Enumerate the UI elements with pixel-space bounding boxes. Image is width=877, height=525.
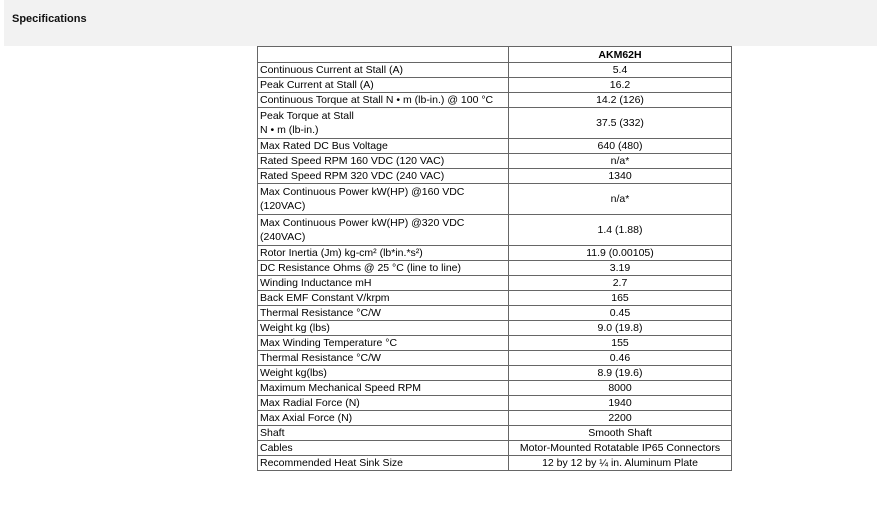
spec-value: 0.46	[509, 351, 732, 366]
table-row	[258, 261, 732, 276]
spec-label: Rated Speed RPM 160 VDC (120 VAC)	[258, 154, 509, 169]
spec-value: 0.45	[509, 306, 732, 321]
table-row	[258, 396, 732, 411]
spec-value: 1340	[509, 169, 732, 184]
table-row	[258, 411, 732, 426]
spec-value: 9.0 (19.8)	[509, 321, 732, 336]
table-row	[258, 78, 732, 93]
table-row	[258, 351, 732, 366]
table-row	[258, 336, 732, 351]
spec-label: Max Axial Force (N)	[258, 411, 509, 426]
spec-value: Smooth Shaft	[509, 426, 732, 441]
table-row	[258, 366, 732, 381]
spec-label: Weight kg(lbs)	[258, 366, 509, 381]
table-row	[258, 291, 732, 306]
spec-value: 3.19	[509, 261, 732, 276]
spec-label: Cables	[258, 441, 509, 456]
table-row	[258, 108, 732, 139]
specifications-table	[257, 46, 732, 471]
model-header: AKM62H	[509, 47, 732, 63]
section-header	[4, 0, 877, 46]
spec-label: Peak Current at Stall (A)	[258, 78, 509, 93]
spec-value: 2.7	[509, 276, 732, 291]
table-row	[258, 63, 732, 78]
table-row	[258, 139, 732, 154]
table-row	[258, 456, 732, 471]
table-row	[258, 93, 732, 108]
spec-label: Continuous Torque at Stall N • m (lb-in.) @ 100 °C	[258, 93, 509, 108]
spec-value: 155	[509, 336, 732, 351]
spec-label: Winding Inductance mH	[258, 276, 509, 291]
spec-label: Max Continuous Power kW(HP) @320 VDC (240VAC)	[258, 215, 509, 246]
spec-label: DC Resistance Ohms @ 25 °C (line to line)	[258, 261, 509, 276]
spec-label: Recommended Heat Sink Size	[258, 456, 509, 471]
spec-label: Continuous Current at Stall (A)	[258, 63, 509, 78]
spec-label: Rotor Inertia (Jm) kg-cm² (lb*in.*s²)	[258, 246, 509, 261]
spec-label: Max Winding Temperature °C	[258, 336, 509, 351]
spec-value: n/a*	[509, 184, 732, 215]
spec-label: Max Radial Force (N)	[258, 396, 509, 411]
spec-value: 37.5 (332)	[509, 108, 732, 139]
table-row	[258, 381, 732, 396]
spec-label: Rated Speed RPM 320 VDC (240 VAC)	[258, 169, 509, 184]
spec-value: n/a*	[509, 154, 732, 169]
spec-label: Thermal Resistance °C/W	[258, 306, 509, 321]
spec-label: Peak Torque at Stall N • m (lb-in.)	[258, 108, 509, 139]
spec-label: Shaft	[258, 426, 509, 441]
table-row	[258, 321, 732, 336]
table-body	[258, 63, 732, 471]
table-row	[258, 426, 732, 441]
table-row	[258, 246, 732, 261]
table-row	[258, 184, 732, 215]
spec-value: 11.9 (0.00105)	[509, 246, 732, 261]
spec-value: 14.2 (126)	[509, 93, 732, 108]
spec-value: 1940	[509, 396, 732, 411]
spec-value: 8000	[509, 381, 732, 396]
spec-value: 12 by 12 by ¼ in. Aluminum Plate	[509, 456, 732, 471]
table-row	[258, 154, 732, 169]
spec-label: Thermal Resistance °C/W	[258, 351, 509, 366]
spec-label: Back EMF Constant V/krpm	[258, 291, 509, 306]
table-header-blank	[258, 47, 509, 63]
table-row	[258, 306, 732, 321]
section-title: Specifications	[12, 13, 87, 25]
table-row	[258, 276, 732, 291]
spec-label: Max Rated DC Bus Voltage	[258, 139, 509, 154]
table-row	[258, 215, 732, 246]
spec-label: Weight kg (lbs)	[258, 321, 509, 336]
spec-value: 165	[509, 291, 732, 306]
spec-value: 2200	[509, 411, 732, 426]
spec-value: 5.4	[509, 63, 732, 78]
table-header-row	[258, 47, 732, 63]
spec-value: Motor-Mounted Rotatable IP65 Connectors	[509, 441, 732, 456]
spec-label: Max Continuous Power kW(HP) @160 VDC (120VAC)	[258, 184, 509, 215]
spec-value: 16.2	[509, 78, 732, 93]
spec-value: 640 (480)	[509, 139, 732, 154]
table-row	[258, 169, 732, 184]
spec-label: Maximum Mechanical Speed RPM	[258, 381, 509, 396]
spec-value: 8.9 (19.6)	[509, 366, 732, 381]
spec-value: 1.4 (1.88)	[509, 215, 732, 246]
table-row	[258, 441, 732, 456]
